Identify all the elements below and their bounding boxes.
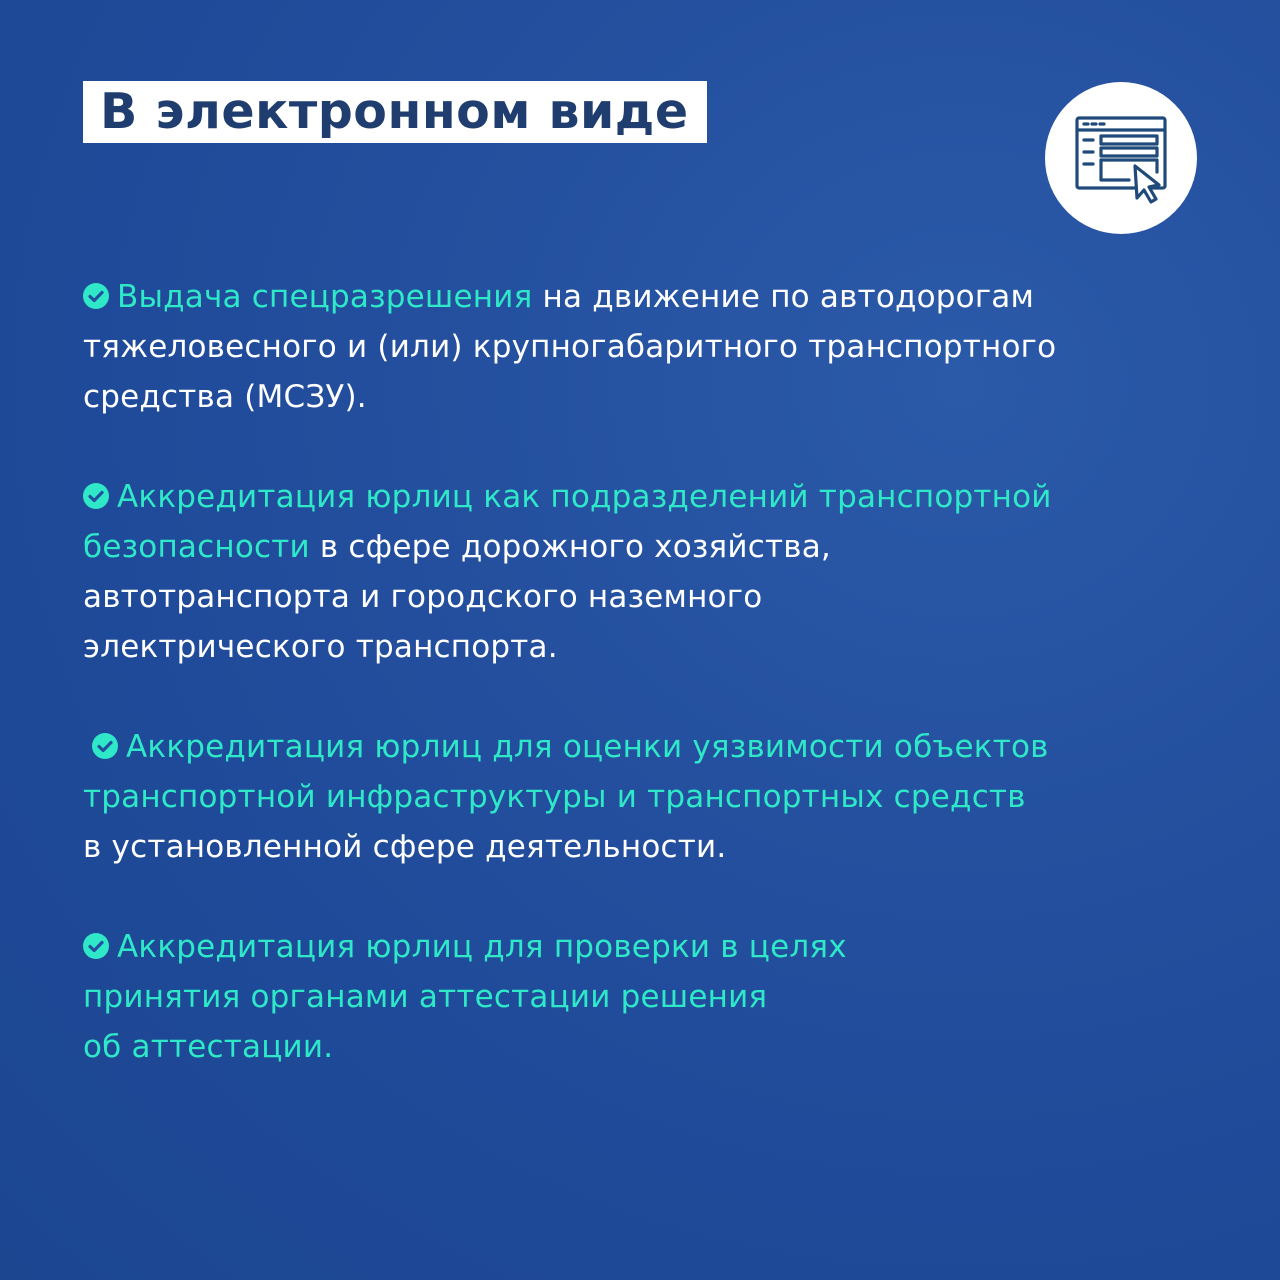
item-highlight: Выдача спецразрешения [117,279,533,315]
item-highlight: транспортной инфраструктуры и транспортных средств [83,779,1026,815]
check-circle-icon [92,733,118,759]
page-title: В электронном виде [100,83,689,140]
list-item [83,922,1203,1072]
check-circle-icon [83,283,109,309]
title-banner [83,81,707,143]
item-highlight: Аккредитация юрлиц для оценки уязвимости объектов [126,729,1049,765]
item-text: на движение по автодорогам [532,279,1035,315]
item-highlight: безопасности [83,529,310,565]
item-highlight: Аккредитация юрлиц для проверки в целях [117,929,847,965]
item-highlight: принятия органами аттестации решения [83,979,768,1015]
item-text: автотранспорта и городского наземного [83,579,763,615]
web-form-cursor-icon [1045,82,1197,234]
item-text: в сфере дорожного хозяйства, [309,529,831,565]
services-list [83,272,1203,1122]
check-circle-icon [83,483,109,509]
item-text: тяжеловесного и (или) крупногабаритного транспортного [83,329,1057,365]
check-circle-icon [83,933,109,959]
list-item [83,472,1203,672]
list-item [83,272,1203,422]
item-text: в установленной сфере деятельности. [83,829,727,865]
item-highlight: об аттестации. [83,1029,334,1065]
item-text: средства (МСЗУ). [83,379,367,415]
list-item [83,722,1203,872]
item-highlight: Аккредитация юрлиц как подразделений транспортной [117,479,1052,515]
item-text: электрического транспорта. [83,629,558,665]
